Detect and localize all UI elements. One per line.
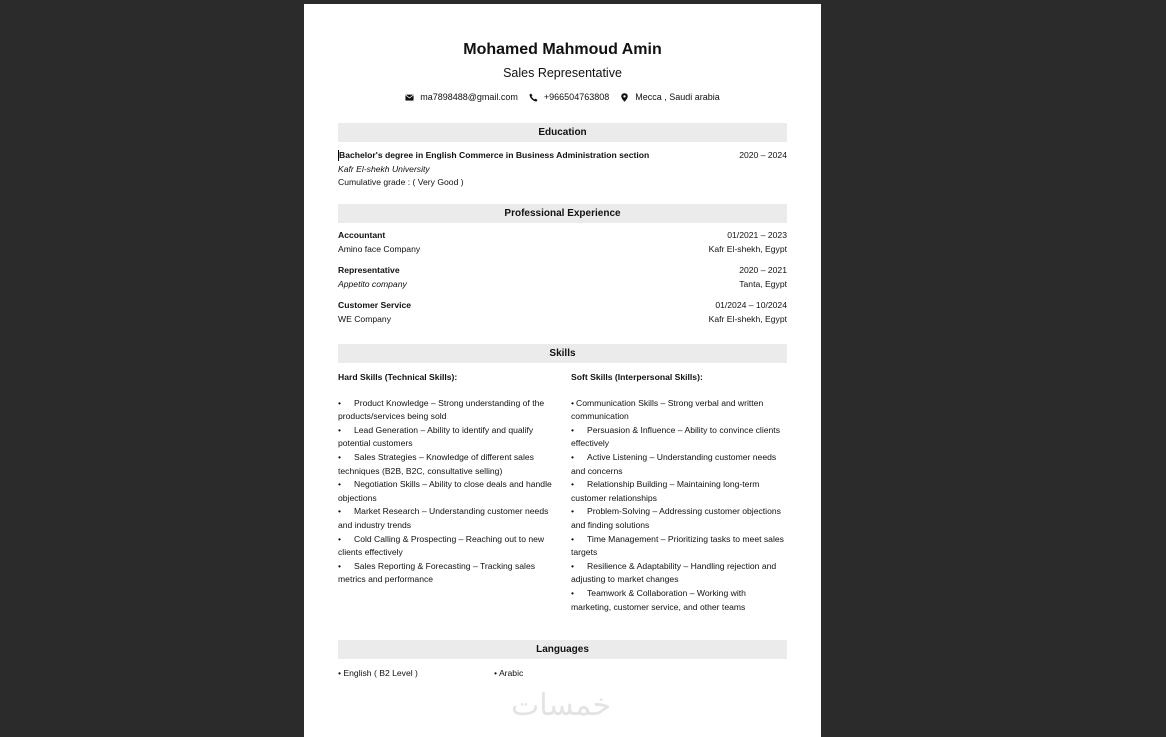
skill-item (338, 451, 554, 478)
bullet-glyph: • (571, 560, 575, 571)
bullet-glyph: • (338, 479, 342, 490)
map-pin-icon (620, 93, 629, 102)
job-entry (338, 264, 787, 291)
section-heading: Skills (338, 344, 787, 363)
watermark-logo: خمسات (511, 688, 612, 723)
skill-item (338, 560, 554, 587)
degree-title: Bachelor's degree in English Commerce in Business Administration section (339, 150, 650, 160)
skill-text: Problem-Solving – Addressing customer objections and finding solutions (571, 506, 781, 530)
soft-skills-column (571, 371, 787, 614)
skill-text: Negotiation Skills – Ability to close deals and handle objections (338, 479, 552, 503)
skill-text: Relationship Building – Maintaining long-term customer relationships (571, 479, 760, 503)
contact-email (405, 92, 518, 102)
hard-skills-column (338, 371, 554, 614)
section-heading: Languages (338, 640, 787, 659)
location-text: Mecca , Saudi arabia (635, 92, 720, 102)
university-name: Kafr El-shekh University (338, 163, 430, 174)
skill-item (571, 451, 787, 478)
bullet-glyph: • (571, 506, 575, 517)
skill-text: Product Knowledge – Strong understanding of the products/services being sold (338, 397, 545, 422)
job-dates: 2020 – 2021 (739, 265, 787, 276)
soft-skills-title: Soft Skills (Interpersonal Skills): (571, 372, 703, 382)
experience-section (338, 204, 787, 327)
skill-item (571, 587, 787, 614)
job-location: Tanta, Egypt (739, 278, 787, 289)
job-location: Kafr El-shekh, Egypt (708, 313, 787, 324)
skill-item (571, 478, 787, 505)
skill-text: Communication Skills – Strong verbal and written communication (571, 397, 764, 422)
section-heading: Professional Experience (338, 204, 787, 223)
skill-text: Cold Calling & Prospecting – Reaching out to new clients effectively (338, 533, 545, 558)
skill-text: Time Management – Prioritizing tasks to meet sales targets (571, 533, 784, 558)
phone-text: +966504763808 (543, 92, 610, 102)
job-entry (338, 299, 787, 326)
bullet-glyph: • (571, 587, 575, 598)
job-dates: 01/2021 – 2023 (727, 230, 787, 240)
contact-phone (529, 92, 609, 102)
education-section (338, 123, 787, 190)
person-name: Mohamed Mahmoud Amin (463, 41, 662, 58)
job-dates: 01/2024 – 10/2024 (715, 300, 787, 311)
job-role: Representative (338, 265, 400, 276)
skill-item (338, 424, 554, 451)
language-item: • English ( B2 Level ) (338, 668, 418, 678)
languages-section (338, 640, 787, 678)
skill-text: Lead Generation – Ability to identify and qualify potential customers (338, 424, 534, 449)
jobs-list (338, 229, 787, 327)
skill-text: Sales Reporting & Forecasting – Tracking sales metrics and performance (338, 560, 536, 585)
job-location: Kafr El-shekh, Egypt (708, 243, 787, 254)
bullet-glyph: • (571, 397, 575, 408)
bullet-glyph: • (338, 451, 342, 462)
skill-item (338, 397, 554, 424)
section-heading: Education (338, 123, 787, 142)
skill-item (571, 533, 787, 560)
bullet-glyph: • (338, 397, 342, 408)
bullet-glyph: • (338, 424, 342, 435)
bullet-glyph: • (571, 533, 575, 544)
skill-text: Active Listening – Understanding customer needs and concerns (571, 451, 777, 476)
bullet-glyph: • (338, 506, 342, 517)
job-company: Amino face Company (338, 243, 421, 254)
skill-item (338, 478, 554, 505)
skill-text: Market Research – Understanding customer needs and industry trends (338, 506, 549, 530)
skill-item (571, 424, 787, 451)
bullet-glyph: • (338, 560, 342, 571)
bullet-glyph: • (571, 424, 575, 435)
email-text: ma7898488@gmail.com (420, 92, 518, 102)
bullet-glyph: • (571, 479, 575, 490)
skills-section (338, 344, 787, 614)
phone-icon (529, 93, 538, 102)
job-company: WE Company (338, 313, 392, 324)
skill-text: Resilience & Adaptability – Handling rejection and adjusting to market changes (571, 560, 777, 585)
skill-text: Persuasion & Influence – Ability to convince clients effectively (571, 424, 780, 449)
job-title: Sales Representative (503, 66, 622, 80)
job-entry (338, 229, 787, 256)
envelope-icon (405, 93, 414, 102)
job-company: Appetito company (338, 278, 407, 289)
skill-item (338, 505, 554, 532)
skill-item (571, 397, 787, 424)
hard-skills-title: Hard Skills (Technical Skills): (338, 372, 458, 382)
contact-location (620, 92, 720, 102)
language-item: • Arabic (494, 668, 524, 678)
bullet-glyph: • (338, 533, 342, 544)
education-dates: 2020 – 2024 (739, 150, 787, 160)
resume-page (304, 4, 821, 737)
grade-text: Cumulative grade : ( Very Good ) (338, 177, 464, 188)
skill-item (571, 505, 787, 532)
job-role: Customer Service (338, 300, 412, 311)
skill-text: Sales Strategies – Knowledge of different sales techniques (B2B, B2C, consultative selling) (338, 451, 534, 476)
skill-item (571, 560, 787, 587)
skill-text: Teamwork & Collaboration – Working with marketing, customer service, and other teams (571, 587, 746, 612)
job-role: Accountant (338, 230, 386, 240)
skill-item (338, 533, 554, 560)
contact-line (304, 92, 821, 102)
bullet-glyph: • (571, 451, 575, 462)
